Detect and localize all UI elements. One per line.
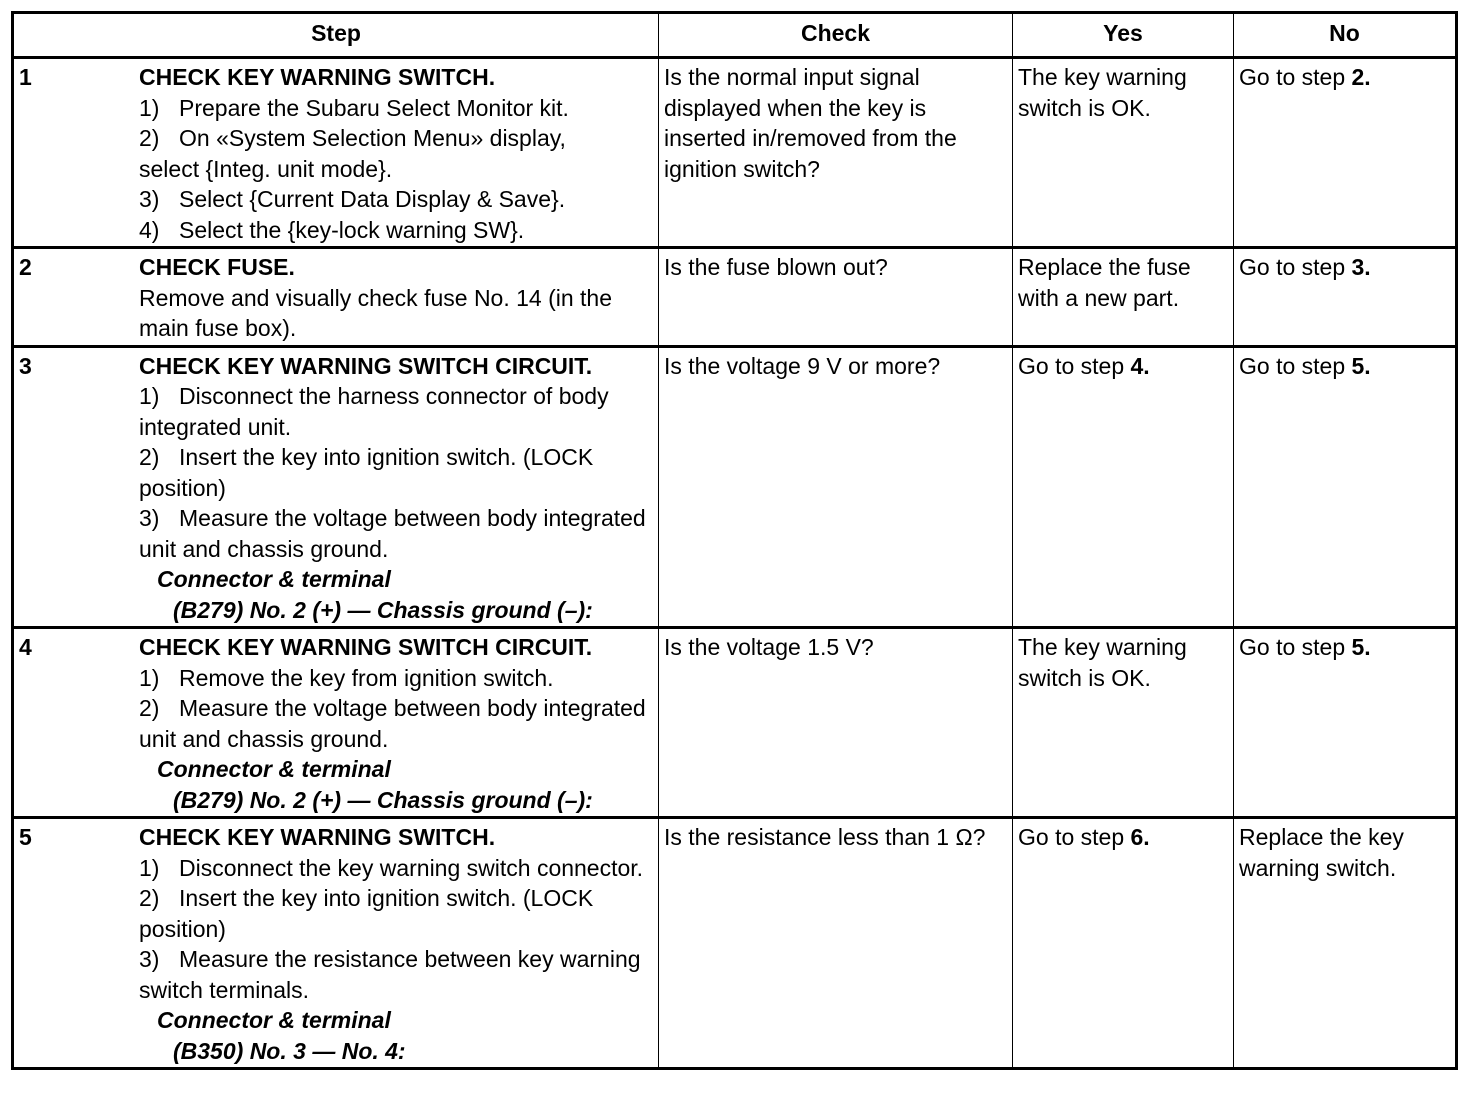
no-text: Go to step <box>1239 64 1346 90</box>
step-instruction <box>139 215 653 246</box>
instruction-number: 3) <box>139 505 160 531</box>
step-cell <box>13 628 659 818</box>
step-title: CHECK KEY WARNING SWITCH. <box>139 824 496 850</box>
connector-label: Connector & terminal <box>157 756 391 782</box>
table-row <box>13 818 1457 1069</box>
no-cell <box>1234 818 1457 1069</box>
step-title: CHECK KEY WARNING SWITCH CIRCUIT. <box>139 352 593 379</box>
yes-step-ref: 4. <box>1130 352 1150 379</box>
instruction-text: Insert the key into ignition switch. (LOCK position) <box>139 444 594 501</box>
instruction-text: On «System Selection Menu» display, <box>179 125 566 151</box>
instruction-number: 3) <box>139 186 160 212</box>
instruction-text: Disconnect the key warning switch connector. <box>179 854 644 881</box>
instruction-text: Measure the resistance between key warning switch terminals. <box>139 946 641 1003</box>
step-instruction <box>139 381 653 442</box>
connector-value: (B350) No. 3 — No. 4: <box>173 1037 406 1064</box>
instruction-number: 1) <box>139 854 160 881</box>
instruction-text: Select the {key-lock warning SW}. <box>179 216 525 243</box>
yes-cell <box>1013 58 1234 248</box>
instruction-text: select {Integ. unit mode}. <box>139 155 393 182</box>
yes-cell <box>1013 628 1234 818</box>
header-step: Step <box>13 13 659 58</box>
step-number: 1 <box>19 64 32 90</box>
step-number: 5 <box>19 824 32 850</box>
step-instruction <box>139 154 653 185</box>
step-instruction <box>139 693 653 754</box>
yes-text: Replace the fuse with a new part. <box>1018 254 1191 311</box>
instruction-text: Remove and visually check fuse No. 14 (in the main fuse box). <box>139 284 613 341</box>
connector-value: (B279) No. 2 (+) — Chassis ground (–): <box>173 786 593 813</box>
step-title: CHECK FUSE. <box>139 254 295 280</box>
table-row <box>13 628 1457 818</box>
check-cell: Is the voltage 1.5 V? <box>659 628 1013 818</box>
step-instruction <box>139 442 653 503</box>
instruction-number: 2) <box>139 695 160 721</box>
no-cell <box>1234 248 1457 347</box>
step-cell <box>13 346 659 628</box>
instruction-number: 2) <box>139 885 160 911</box>
no-text: Go to step <box>1239 352 1346 379</box>
yes-text: The key warning switch is OK. <box>1018 64 1187 121</box>
instruction-text: Select {Current Data Display & Save}. <box>179 186 566 212</box>
no-step-ref: 3. <box>1351 254 1371 280</box>
header-no: No <box>1234 13 1457 58</box>
step-cell <box>13 248 659 347</box>
check-cell: Is the resistance less than 1 Ω? <box>659 818 1013 1069</box>
no-cell <box>1234 346 1457 628</box>
table-row <box>13 248 1457 347</box>
instruction-number: 3) <box>139 946 160 972</box>
no-cell <box>1234 628 1457 818</box>
connector-label: Connector & terminal <box>157 1007 391 1033</box>
no-step-ref: 5. <box>1351 634 1371 660</box>
step-cell <box>13 58 659 248</box>
instruction-number: 1) <box>139 94 160 121</box>
step-number: 3 <box>19 352 32 379</box>
step-cell <box>13 818 659 1069</box>
step-number: 2 <box>19 254 32 280</box>
instruction-text: Insert the key into ignition switch. (LOCK position) <box>139 885 594 942</box>
step-instruction <box>139 503 653 564</box>
table-row <box>13 58 1457 248</box>
step-instruction <box>139 663 653 694</box>
yes-cell <box>1013 248 1234 347</box>
instruction-text: Measure the voltage between body integrated unit and chassis ground. <box>139 695 646 752</box>
step-title: CHECK KEY WARNING SWITCH. <box>139 64 496 90</box>
step-instruction <box>139 283 653 344</box>
header-row <box>13 13 1457 58</box>
step-instruction <box>139 123 653 154</box>
instruction-text: Disconnect the harness connector of body integrated unit. <box>139 383 609 440</box>
check-cell: Is the normal input signal displayed when the key is inserted in/removed from the ignition switch? <box>659 58 1013 248</box>
yes-text: Go to step <box>1018 352 1125 379</box>
no-text: Replace the key warning switch. <box>1239 824 1404 881</box>
yes-cell <box>1013 818 1234 1069</box>
step-instruction <box>139 944 653 1005</box>
step-instruction <box>139 93 653 124</box>
connector-label: Connector & terminal <box>157 566 391 592</box>
instruction-text: Measure the voltage between body integrated unit and chassis ground. <box>139 505 646 562</box>
yes-cell <box>1013 346 1234 628</box>
step-title: CHECK KEY WARNING SWITCH CIRCUIT. <box>139 634 593 660</box>
instruction-number: 1) <box>139 383 160 409</box>
instruction-number: 4) <box>139 216 160 243</box>
instruction-text: Remove the key from ignition switch. <box>179 664 554 691</box>
step-instruction <box>139 853 653 884</box>
instruction-number: 2) <box>139 125 160 151</box>
check-cell: Is the voltage 9 V or more? <box>659 346 1013 628</box>
instruction-number: 2) <box>139 444 160 470</box>
instruction-number: 1) <box>139 664 160 691</box>
check-cell: Is the fuse blown out? <box>659 248 1013 347</box>
step-number: 4 <box>19 634 32 660</box>
no-step-ref: 2. <box>1351 64 1371 90</box>
yes-text: Go to step <box>1018 824 1125 850</box>
instruction-text: Prepare the Subaru Select Monitor kit. <box>179 94 569 121</box>
header-check: Check <box>659 13 1013 58</box>
step-instruction <box>139 883 653 944</box>
step-instruction <box>139 184 653 215</box>
no-text: Go to step <box>1239 254 1346 280</box>
no-text: Go to step <box>1239 634 1346 660</box>
table-row <box>13 346 1457 628</box>
no-cell <box>1234 58 1457 248</box>
no-step-ref: 5. <box>1351 352 1371 379</box>
yes-text: The key warning switch is OK. <box>1018 634 1187 691</box>
connector-value: (B279) No. 2 (+) — Chassis ground (–): <box>173 596 593 623</box>
header-yes: Yes <box>1013 13 1234 58</box>
diagnostic-table <box>11 11 1458 1070</box>
yes-step-ref: 6. <box>1130 824 1150 850</box>
